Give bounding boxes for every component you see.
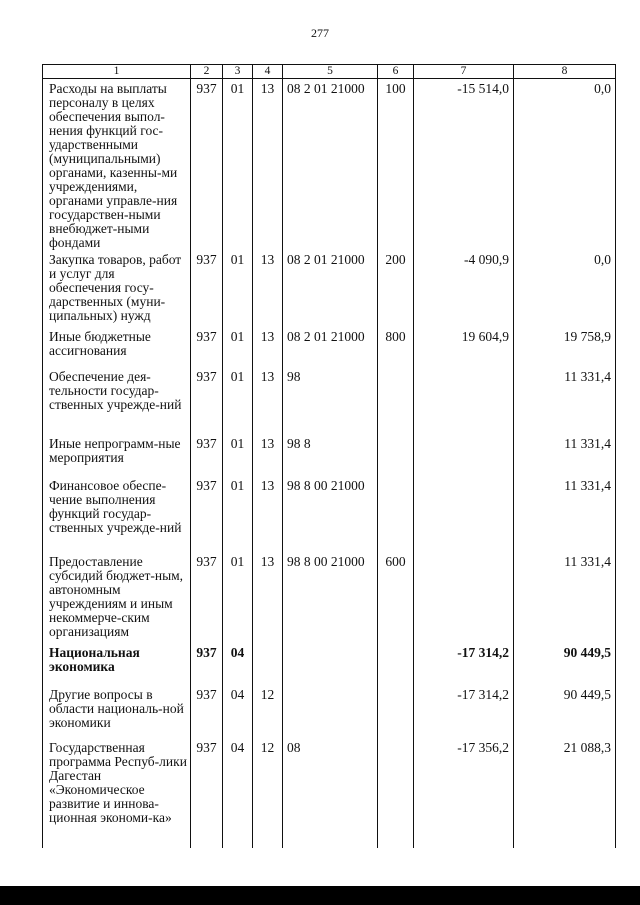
cell-amount-total: 0,0 xyxy=(514,79,616,251)
column-header: 4 xyxy=(253,65,283,79)
cell-expense-type: 100 xyxy=(378,79,414,251)
cell-expense-type xyxy=(378,643,414,685)
row-name: Иные бюджетные ассигнования xyxy=(43,327,191,367)
column-header: 6 xyxy=(378,65,414,79)
cell-subsection-code: 13 xyxy=(253,552,283,643)
table-row xyxy=(43,552,616,643)
cell-amount-total: 11 331,4 xyxy=(514,434,616,476)
table-row xyxy=(43,434,616,476)
row-name: Национальная экономика xyxy=(43,643,191,685)
column-header: 2 xyxy=(191,65,223,79)
cell-section-code: 04 xyxy=(223,738,253,848)
cell-target-article: 08 xyxy=(283,738,378,848)
row-name: Расходы на выплаты персоналу в целях обеспечения выпол-нения функций гос-ударственными (муниципальными) органами, казенны-ми учреждениями, органами управле-ния государствен-ными внебюджет-ными фондами xyxy=(43,79,191,251)
cell-ministry-code: 937 xyxy=(191,327,223,367)
row-name: Предоставление субсидий бюджет-ным, автономным учреждениям и иным некоммерче-ским организациям xyxy=(43,552,191,643)
cell-amount-total: 11 331,4 xyxy=(514,552,616,643)
cell-subsection-code xyxy=(253,643,283,685)
cell-subsection-code: 13 xyxy=(253,79,283,251)
cell-ministry-code: 937 xyxy=(191,250,223,327)
cell-expense-type xyxy=(378,367,414,434)
table-row xyxy=(43,327,616,367)
cell-section-code: 04 xyxy=(223,643,253,685)
cell-target-article: 98 8 00 21000 xyxy=(283,476,378,552)
cell-amount-change: -4 090,9 xyxy=(414,250,514,327)
cell-target-article: 98 8 00 21000 xyxy=(283,552,378,643)
row-name: Государственная программа Респуб-лики Дагестан «Экономическое развитие и иннова-ционная экономи-ка» xyxy=(43,738,191,848)
cell-amount-change xyxy=(414,552,514,643)
scan-border xyxy=(0,886,640,905)
column-header: 8 xyxy=(514,65,616,79)
cell-amount-change xyxy=(414,434,514,476)
cell-target-article: 08 2 01 21000 xyxy=(283,79,378,251)
cell-amount-change: -15 514,0 xyxy=(414,79,514,251)
cell-section-code: 01 xyxy=(223,79,253,251)
cell-ministry-code: 937 xyxy=(191,367,223,434)
column-header: 7 xyxy=(414,65,514,79)
cell-amount-change xyxy=(414,367,514,434)
cell-ministry-code: 937 xyxy=(191,552,223,643)
cell-target-article: 98 8 xyxy=(283,434,378,476)
cell-amount-change xyxy=(414,476,514,552)
row-name: Финансовое обеспе-чение выполнения функций государ-ственных учрежде-ний xyxy=(43,476,191,552)
cell-expense-type xyxy=(378,738,414,848)
row-name: Обеспечение дея-тельности государ-ственных учрежде-ний xyxy=(43,367,191,434)
cell-section-code: 04 xyxy=(223,685,253,738)
cell-amount-total: 90 449,5 xyxy=(514,685,616,738)
cell-target-article: 08 2 01 21000 xyxy=(283,327,378,367)
row-name: Другие вопросы в области националь-ной экономики xyxy=(43,685,191,738)
cell-section-code: 01 xyxy=(223,250,253,327)
cell-target-article: 08 2 01 21000 xyxy=(283,250,378,327)
table-row xyxy=(43,643,616,685)
cell-target-article xyxy=(283,643,378,685)
row-name: Иные непрограмм-ные мероприятия xyxy=(43,434,191,476)
cell-amount-change: 19 604,9 xyxy=(414,327,514,367)
column-header: 3 xyxy=(223,65,253,79)
cell-subsection-code: 13 xyxy=(253,476,283,552)
budget-table xyxy=(42,64,616,848)
table-row xyxy=(43,476,616,552)
cell-ministry-code: 937 xyxy=(191,643,223,685)
cell-subsection-code: 12 xyxy=(253,738,283,848)
page-number: 277 xyxy=(311,26,329,40)
cell-ministry-code: 937 xyxy=(191,434,223,476)
cell-expense-type xyxy=(378,685,414,738)
cell-expense-type: 600 xyxy=(378,552,414,643)
cell-subsection-code: 13 xyxy=(253,327,283,367)
cell-target-article xyxy=(283,685,378,738)
cell-amount-change: -17 356,2 xyxy=(414,738,514,848)
table-row xyxy=(43,367,616,434)
cell-section-code: 01 xyxy=(223,327,253,367)
table-row xyxy=(43,738,616,848)
cell-expense-type: 200 xyxy=(378,250,414,327)
table-row xyxy=(43,250,616,327)
cell-section-code: 01 xyxy=(223,552,253,643)
column-header: 5 xyxy=(283,65,378,79)
cell-ministry-code: 937 xyxy=(191,79,223,251)
cell-ministry-code: 937 xyxy=(191,476,223,552)
cell-subsection-code: 13 xyxy=(253,250,283,327)
cell-subsection-code: 13 xyxy=(253,367,283,434)
cell-section-code: 01 xyxy=(223,367,253,434)
cell-subsection-code: 13 xyxy=(253,434,283,476)
cell-target-article: 98 xyxy=(283,367,378,434)
table-row xyxy=(43,79,616,251)
column-header: 1 xyxy=(43,65,191,79)
cell-expense-type xyxy=(378,476,414,552)
cell-subsection-code: 12 xyxy=(253,685,283,738)
cell-amount-total: 11 331,4 xyxy=(514,367,616,434)
column-header-row xyxy=(43,65,616,79)
cell-ministry-code: 937 xyxy=(191,738,223,848)
cell-expense-type xyxy=(378,434,414,476)
cell-amount-change: -17 314,2 xyxy=(414,643,514,685)
cell-section-code: 01 xyxy=(223,434,253,476)
cell-amount-total: 11 331,4 xyxy=(514,476,616,552)
cell-amount-total: 90 449,5 xyxy=(514,643,616,685)
cell-amount-total: 19 758,9 xyxy=(514,327,616,367)
cell-expense-type: 800 xyxy=(378,327,414,367)
row-name: Закупка товаров, работ и услуг для обеспечения госу-дарственных (муни-ципальных) нужд xyxy=(43,250,191,327)
cell-ministry-code: 937 xyxy=(191,685,223,738)
cell-amount-total: 0,0 xyxy=(514,250,616,327)
cell-amount-change: -17 314,2 xyxy=(414,685,514,738)
table-row xyxy=(43,685,616,738)
cell-section-code: 01 xyxy=(223,476,253,552)
cell-amount-total: 21 088,3 xyxy=(514,738,616,848)
